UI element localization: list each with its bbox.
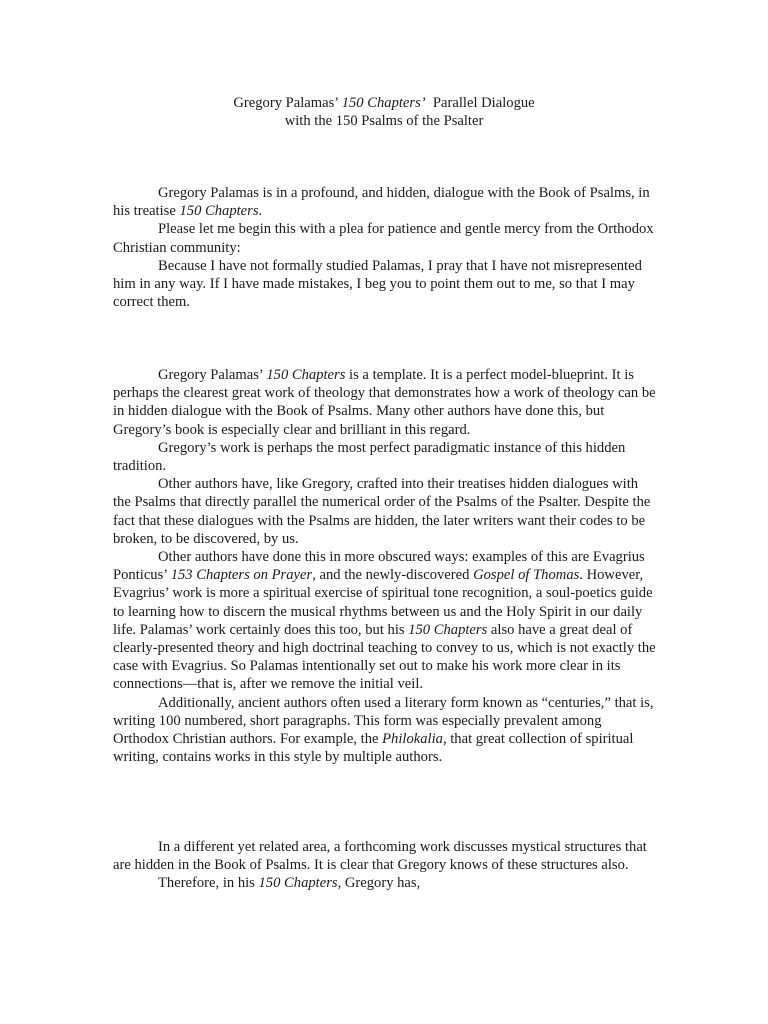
title-line-2: with the 150 Psalms of the Psalter — [284, 113, 484, 130]
paragraph: Gregory’s work is perhaps the most perfect paradigmatic instance of this hidden tradition. — [113, 439, 626, 475]
paragraph: Additionally, ancient authors often used a literary form known as “centuries,” that is, writing 100 numbered, short paragraphs. This form was especially prevalent among Orthodox Christian authors. For example, the Philokalia, that great collection of spiritual writing, contains works in this style by multiple authors. — [113, 694, 654, 766]
section-introduction — [113, 184, 658, 311]
paragraph: Gregory Palamas’ 150 Chapters is a template. It is a perfect model-blueprint. It is perhaps the clearest great work of theology that demonstrates how a work of theology can be in hidden dialogue with the Book of Psalms. Many other authors have done this, but Gregory’s book is especially clear and brilliant in this regard. — [113, 367, 656, 438]
section-template — [113, 366, 658, 766]
paragraph: Please let me begin this with a plea for patience and gentle mercy from the Orthodox Christian community: — [113, 221, 654, 256]
document-title — [113, 94, 655, 130]
title-italic: 150 Chapters’ — [341, 95, 426, 111]
paragraph: Gregory Palamas is in a profound, and hidden, dialogue with the Book of Psalms, in his treatise 150 Chapters. — [113, 185, 650, 220]
section-structures — [113, 838, 658, 893]
title-line-1: Gregory Palamas’ 150 Chapters’ Parallel Dialogue — [233, 95, 535, 111]
paragraph: Other authors have, like Gregory, crafted into their treatises hidden dialogues with the Psalms that directly parallel the numerical order of the Psalms of the Psalter. Despite the fact that these dialogues with the Psalms are hidden, the later writers want their codes to be broken, to be discovered, by us. — [113, 476, 651, 547]
paragraph: Other authors have done this in more obscured ways: examples of this are Evagrius Ponticus’ 153 Chapters on Prayer, and the newly-discovered Gospel of Thomas. However, Evagrius’ work is more a spiritual exercise of spiritual tone recognition, a soul-poetics guide to learning how to discern the musical rhythms between us and the Holy Spirit in our daily life. Palamas’ work certainly does this too, but his 150 Chapters also have a great deal of clearly-presented theory and high doctrinal teaching to convey to us, which is not exactly the case with Evagrius. So Palamas intentionally set out to make his work more clear in its connections—that is, after we remove the initial veil. — [113, 549, 656, 693]
paragraph: Therefore, in his 150 Chapters, Gregory has, — [158, 875, 421, 892]
paragraph: Because I have not formally studied Palamas, I pray that I have not misrepresented him in any way. If I have made mistakes, I beg you to point them out to me, so that I may correct them. — [113, 257, 642, 311]
paragraph: In a different yet related area, a forthcoming work discusses mystical structures that are hidden in the Book of Psalms. It is clear that Gregory knows of these structures also. — [113, 839, 647, 874]
